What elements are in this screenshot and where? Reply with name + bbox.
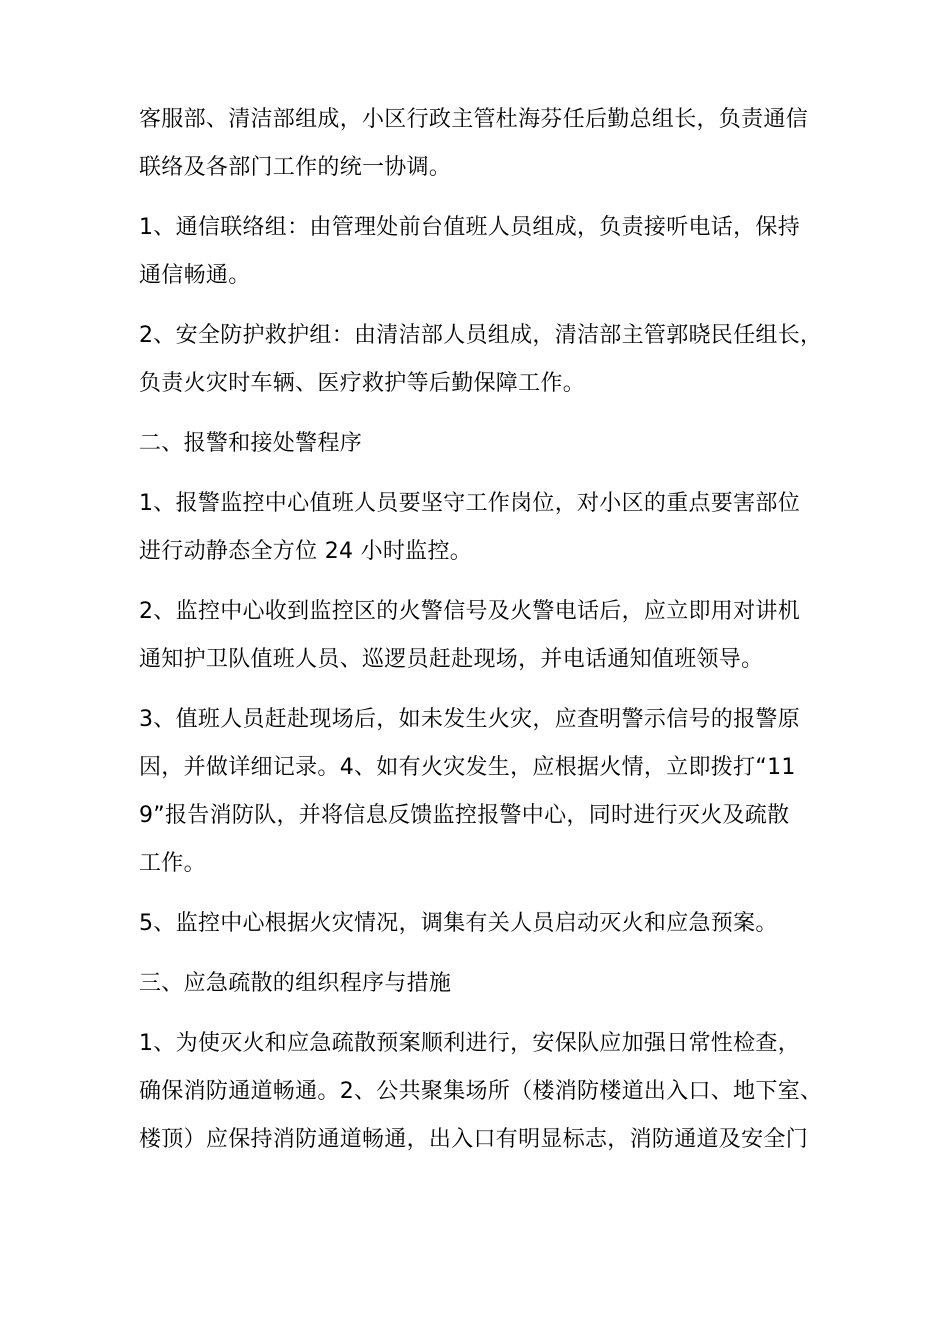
section-heading-alarm-procedure: [139, 420, 811, 468]
text-line: 客服部、清洁部组成，小区行政主管杜海芬任后勤总组长，负责通信: [139, 107, 809, 132]
section-heading: 二、报警和接处警程序: [139, 431, 363, 456]
text-line: 5、监控中心根据火灾情况，调集有关人员启动灭火和应急预案。: [139, 911, 778, 936]
text-line: 楼顶）应保持消防通道畅通，出入口有明显标志，消防通道及安全门: [139, 1127, 809, 1152]
text-line: 负责火灾时车辆、医疗救护等后勤保障工作。: [139, 371, 586, 396]
text-line: 确保消防通道畅通。2、公共聚集场所（楼消防楼道出入口、地下室、: [139, 1079, 823, 1104]
text-line: 通信畅通。: [139, 263, 251, 288]
text-line: 进行动静态全方位 24 小时监控。: [139, 539, 473, 564]
text-line: 通知护卫队值班人员、巡逻员赶赴现场，并电话通知值班领导。: [139, 647, 764, 672]
section-heading: 三、应急疏散的组织程序与措施: [139, 971, 452, 996]
paragraph-on-site-handling: [139, 696, 811, 888]
text-line: 因，并做详细记录。4、如有火灾发生，应根据火情，立即拨打“11: [139, 755, 796, 780]
text-line: 工作。: [139, 851, 206, 876]
document-body: [139, 96, 823, 1176]
text-line: 1、通信联络组：由管理处前台值班人员组成，负责接听电话，保持: [139, 215, 800, 240]
paragraph-safety-rescue-group: [139, 312, 823, 408]
paragraph-emergency-plan: [139, 900, 811, 948]
text-line: 1、报警监控中心值班人员要坚守工作岗位，对小区的重点要害部位: [139, 491, 800, 516]
paragraph-logistics-intro: [139, 96, 811, 192]
section-heading-evacuation: [139, 960, 811, 1008]
text-line: 1、为使灭火和应急疏散预案顺利进行，安保队应加强日常性检查，: [139, 1031, 800, 1056]
paragraph-alarm-response: [139, 588, 811, 684]
paragraph-evacuation-measures: [139, 1020, 823, 1164]
paragraph-communication-group: [139, 204, 811, 300]
paragraph-alarm-monitoring: [139, 480, 811, 576]
text-line: 联络及各部门工作的统一协调。: [139, 155, 452, 180]
text-line: 2、监控中心收到监控区的火警信号及火警电话后，应立即用对讲机: [139, 599, 800, 624]
text-line: 2、安全防护救护组：由清洁部人员组成，清洁部主管郭晓民任组长，: [139, 323, 823, 348]
text-line: 9”报告消防队，并将信息反馈监控报警中心，同时进行灭火及疏散: [139, 803, 790, 828]
text-line: 3、值班人员赶赴现场后，如未发生火灾，应查明警示信号的报警原: [139, 707, 800, 732]
